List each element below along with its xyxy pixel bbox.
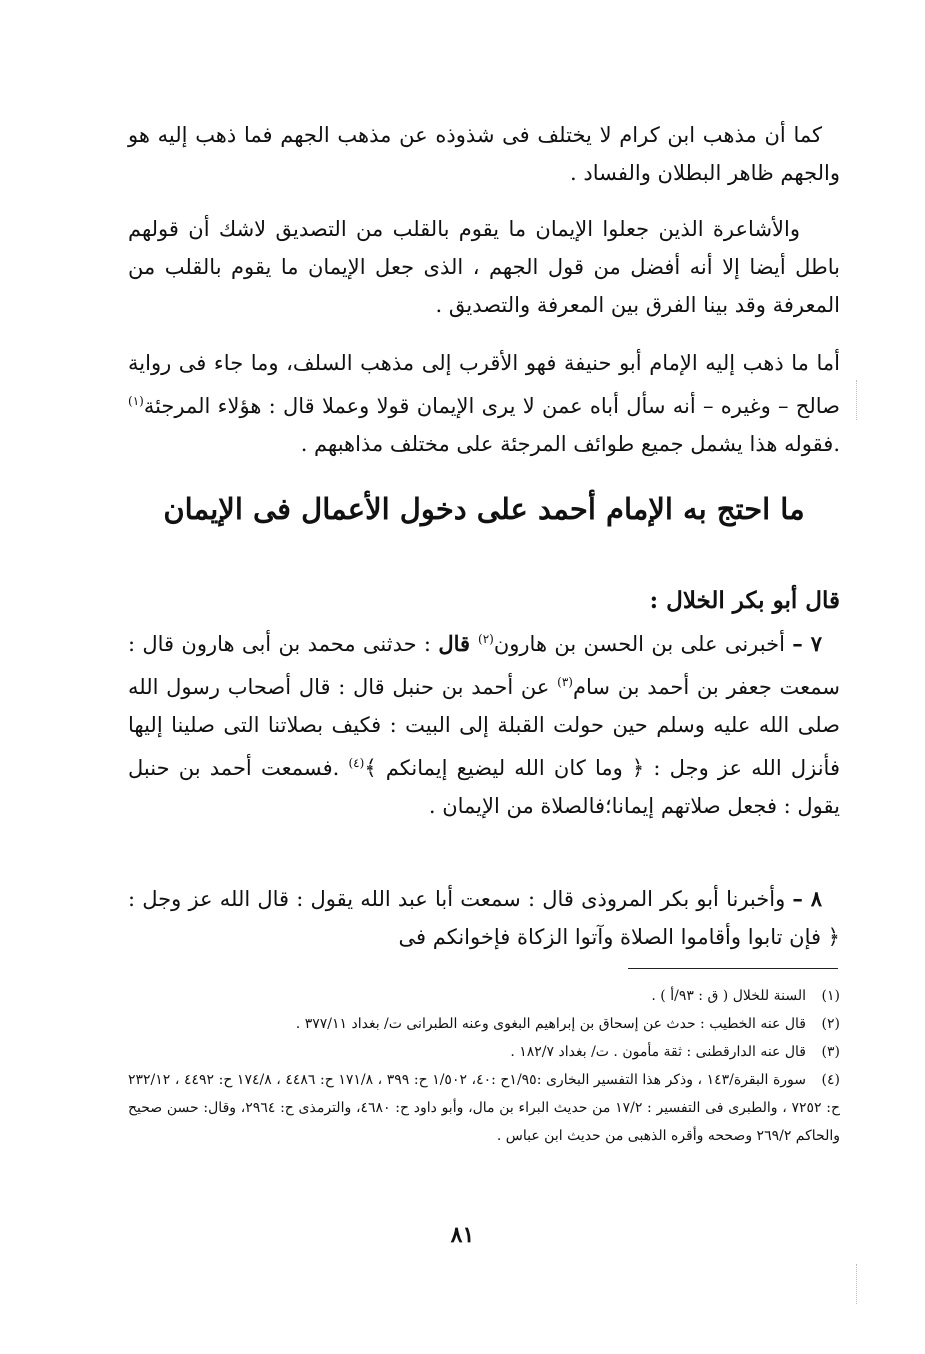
footnote-1-text: السنة للخلال ( ق : ٩٣/أ ) . [651,988,806,1004]
narration-7-part-d: .فسمعت أحمد بن حنبل يقول : فجعل صلاتهم إيمانا؛فالصلاة من الإيمان . [128,756,840,818]
page-number: ٨١ [450,1222,475,1248]
narration-8-number: ٨ – [792,886,822,911]
narration-8-block [128,880,840,956]
narration-7-part-a: أخبرنى على بن الحسن بن هارون [493,632,793,656]
subheading-khallal: قال أبو بكر الخلال : [649,587,840,614]
paragraph-2 [128,210,840,324]
scan-edge-mark-1 [855,380,857,420]
narration-7 [128,620,840,825]
footnote-separator [628,968,838,969]
footnote-3-text: قال عنه الدارقطنى : ثقة مأمون . ت/ بغداد ١٨٢/٧ . [510,1044,806,1060]
footnote-ref-2: (٢) [478,632,494,646]
narration-8 [128,880,840,956]
footnote-3 [128,1038,840,1066]
narration-7-part-b: : حدثنى محمد بن أبى هارون قال : سمعت جعفر بن أحمد بن سام [128,632,840,699]
footnote-1 [128,982,840,1010]
footnote-2-number: (٢) [821,1016,840,1032]
footnotes [128,982,840,1150]
footnote-3-number: (٣) [821,1044,840,1060]
narration-7-part-c: عن أحمد بن حنبل قال : قال أصحاب رسول الله صلى الله عليه وسلم حين حولت القبلة إلى البيت : فكيف بصلاتنا التى صلينا إليها فأنزل الله عز وجل : ﴿ وما كان الله ليضيع إيمانكم ﴾ [128,675,840,780]
footnote-4 [128,1066,840,1150]
footnote-ref-3: (٣) [557,675,573,689]
paragraph-3 [128,344,840,463]
footnote-2 [128,1010,840,1038]
narration-block [128,582,840,825]
paragraph-3-part-a: أما ما ذهب إليه الإمام أبو حنيفة فهو الأقرب إلى مذهب السلف، وما جاء فى رواية صالح – وغيره – أنه سأل أباه عمن لا يرى الإيمان قولا وعملا قال : هؤلاء المرجئة [128,351,840,418]
footnote-ref-1: (١) [128,394,144,408]
narration-7-qal: قال [438,631,479,656]
paragraph-1-text: كما أن مذهب ابن كرام لا يختلف فى شذوذه عن مذهب الجهم فما ذهب إليه هو والجهم ظاهر البطلان والفساد . [128,123,840,185]
paragraph-3-part-b: .فقوله هذا يشمل جميع طوائف المرجئة على مختلف مذاهبهم . [300,432,840,456]
section-heading: ما احتج به الإمام أحمد على دخول الأعمال فى الإيمان [163,492,805,526]
narration-8-text: وأخبرنا أبو بكر المروذى قال : سمعت أبا عبد الله يقول : قال الله عز وجل : ﴿ فإن تابوا وأقاموا الصلاة وآتوا الزكاة فإخوانكم فى [128,887,840,949]
scan-edge-mark-2 [855,1264,857,1304]
footnote-ref-4: (٤) [348,756,365,770]
narration-7-number: ٧ – [792,631,822,656]
paragraph-1 [128,116,840,192]
footnote-1-number: (١) [821,988,840,1004]
footnote-2-text: قال عنه الخطيب : حدث عن إسحاق بن إبراهيم البغوى وعنه الطبرانى ت/ بغداد ٣٧٧/١١ . [295,1016,806,1032]
paragraph-3-text [128,344,840,463]
footnote-4-text: سورة البقرة/١٤٣ ، وذكر هذا التفسير البخارى :١/٩٥ح :٤٠، ١/٥٠٢ ح: ٣٩٩ ، ١٧١/٨ ح: ٤٤٨٦ ، ١٧٤/٨ ح: ٤٤٩٢ ، ٢٣٢/١٢ ح: ٧٢٥٢ ، والطبرى فى التفسير : ١٧/٢ من حديث البراء بن مال، وأبو داود ح: ٤٦٨٠، والترمذى ح: ٢٩٦٤، وقال: حسن صحيح والحاكم ٢٦٩/٢ وصححه وأقره الذهبى من حديث ابن عباس . [128,1072,841,1144]
footnote-4-number: (٤) [821,1072,841,1088]
paragraph-2-text: والأشاعرة الذين جعلوا الإيمان ما يقوم بالقلب من التصديق لاشك أن قولهم باطل أيضا إلا أنه أفضل من قول الجهم ، الذى جعل الإيمان ما يقوم بالقلب من المعرفة وقد بينا الفرق بين المعرفة والتصديق . [128,217,840,317]
